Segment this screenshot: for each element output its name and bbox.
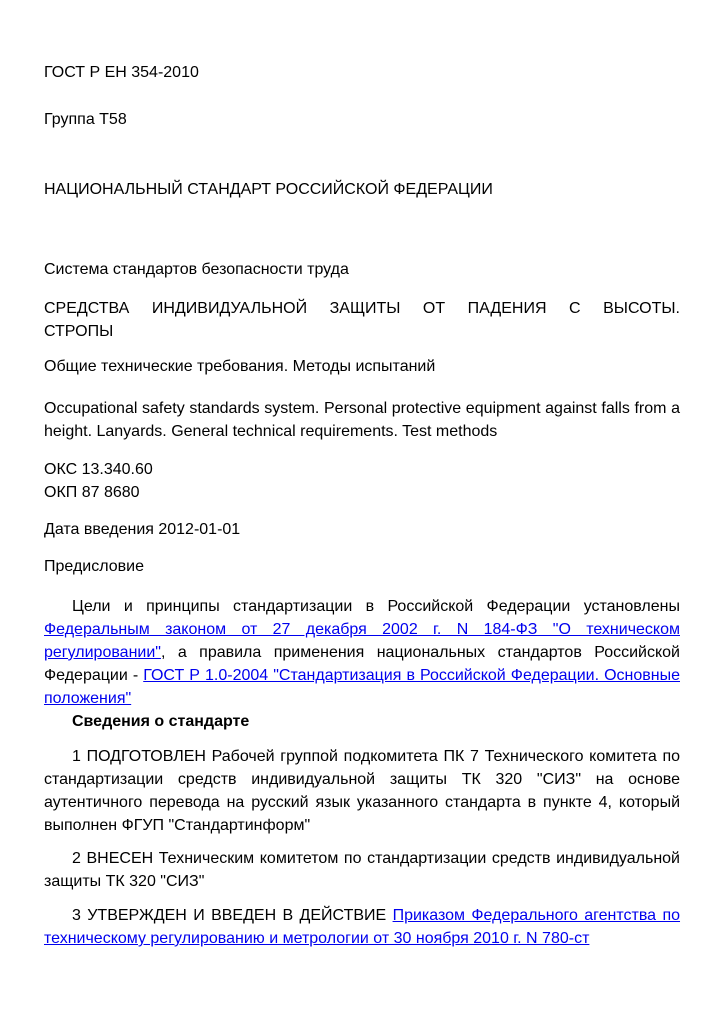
link-gost-r-1-0-2004[interactable]: ГОСТ Р 1.0-2004 "Стандартизация в Российской Федерации. Основные положения"	[44, 667, 680, 707]
preface-item-3-text: 3 УТВЕРЖДЕН И ВВЕДЕН В ДЕЙСТВИЕ	[72, 907, 393, 924]
doc-code: ГОСТ Р ЕН 354-2010	[44, 64, 199, 81]
preface-item-2: 2 ВНЕСЕН Техническим комитетом по стандартизации средств индивидуальной защиты ТК 320 "СИЗ"	[44, 850, 680, 890]
doc-title-line2: СТРОПЫ	[44, 323, 114, 340]
doc-subtitle: Общие технические требования. Методы испытаний	[44, 358, 436, 375]
standard-info-heading: Сведения о стандарте	[72, 713, 250, 730]
doc-group: Группа Т58	[44, 111, 127, 128]
doc-title	[44, 297, 680, 343]
preface-item-1: 1 ПОДГОТОВЛЕН Рабочей группой подкомитета ПК 7 Технического комитета по стандартизации средств индивидуальной защиты ТК 320 "СИЗ" на основе аутентичного перевода на русский язык указанного стандарта в пункте 4, который выполнен ФГУП "Стандартинформ"	[44, 748, 680, 834]
oks-code: ОКС 13.340.60	[44, 461, 153, 478]
doc-title-line1: СРЕДСТВА ИНДИВИДУАЛЬНОЙ ЗАЩИТЫ ОТ ПАДЕНИЯ С ВЫСОТЫ.	[44, 300, 680, 317]
doc-title-english: Occupational safety standards system. Personal protective equipment against falls from a height. Lanyards. General technical requirements. Test methods	[44, 400, 680, 440]
classification-codes	[44, 458, 680, 504]
link-federal-law-184-fz[interactable]: Федеральным законом от 27 декабря 2002 г. N 184-ФЗ "О техническом регулировании"	[44, 621, 680, 661]
okp-code: ОКП 87 8680	[44, 484, 140, 501]
standard-type-heading: НАЦИОНАЛЬНЫЙ СТАНДАРТ РОССИЙСКОЙ ФЕДЕРАЦИИ	[44, 181, 493, 198]
standards-system-line: Система стандартов безопасности труда	[44, 261, 349, 278]
preface-intro-paragraph	[44, 595, 680, 710]
preface-heading: Предисловие	[44, 558, 144, 575]
preface-item-3	[44, 904, 680, 950]
preface-intro-text-2: , а правила применения национальных стандартов Российской Федерации -	[44, 644, 680, 684]
link-order-780-st[interactable]: Приказом Федерального агентства по техническому регулированию и метрологии от 30 ноября 2010 г. N 780-ст	[44, 907, 681, 947]
effective-date-line: Дата введения 2012-01-01	[44, 521, 241, 538]
preface-intro-text-1: Цели и принципы стандартизации в Российской Федерации установлены	[72, 598, 680, 615]
